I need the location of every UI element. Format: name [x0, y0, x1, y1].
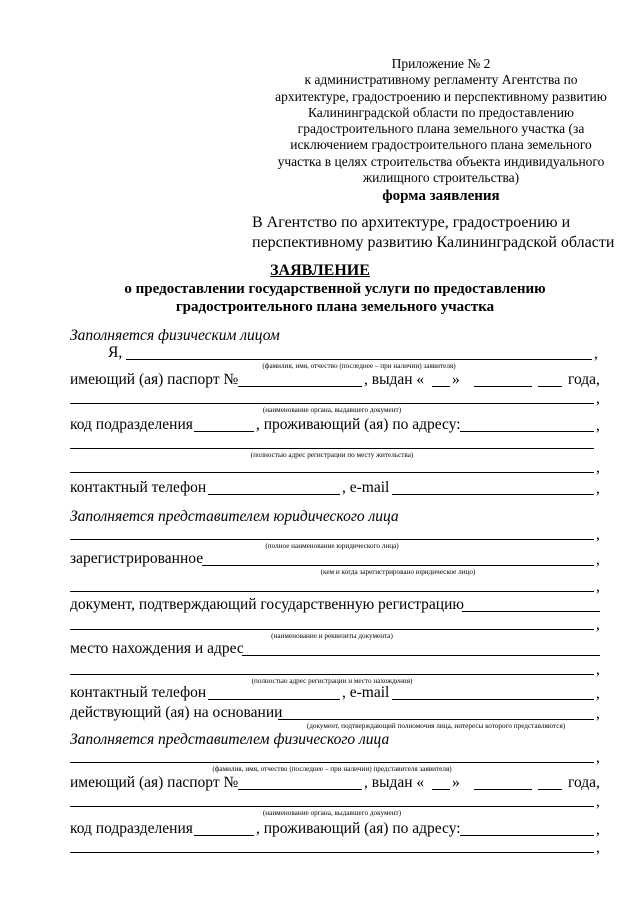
individual-section-heading: Заполняется физическим лицом [70, 327, 280, 344]
legal-phone-label: контактный телефон [70, 684, 207, 701]
division-code-field[interactable] [194, 431, 254, 432]
comma: , [596, 459, 600, 476]
comma: , [596, 685, 600, 702]
rep-issue-month-field[interactable] [474, 789, 532, 790]
registered-caption: (кем и когда зарегистрировано юридическое лицо) [320, 568, 476, 576]
registration-doc-label: документ, подтверждающий государственную регистрацию [70, 596, 464, 613]
address-field-line-3[interactable] [70, 472, 594, 473]
appendix-line: Калининградской области по предоставлению [307, 104, 575, 120]
phone-label: контактный телефон [70, 479, 207, 496]
document-subtitle-line-2: градостроительного плана земельного участка [175, 299, 495, 315]
rep-passport-issuer-field[interactable] [70, 806, 594, 807]
rep-residing-label: , проживающий (ая) по адресу: [256, 820, 461, 837]
legal-name-caption: (полное наименование юридического лица) [265, 542, 399, 550]
rep-address-field-line-2[interactable] [70, 852, 594, 853]
rep-passport-label: имеющий (ая) паспорт № [70, 774, 239, 791]
location-field[interactable] [242, 655, 600, 656]
addressee-line-2: перспективному развитию Калининградской области [252, 234, 615, 251]
acting-basis-label: действующий (ая) на основании [70, 704, 283, 721]
legal-email-field[interactable] [392, 699, 594, 700]
rep-issue-year-field[interactable] [538, 789, 562, 790]
comma: , [596, 578, 600, 595]
ya-label: Я, [108, 344, 123, 361]
passport-number-field[interactable] [238, 386, 362, 387]
issue-year-field[interactable] [538, 386, 562, 387]
legal-email-label: , e-mail [342, 684, 390, 701]
registered-label: зарегистрированное [70, 550, 204, 567]
rep-quote-close: » [452, 774, 460, 791]
acting-basis-field[interactable] [278, 719, 594, 720]
comma: , [596, 705, 600, 722]
fio-caption: (фамилия, имя, отчество (последнее – при наличии) заявителя) [262, 362, 456, 370]
comma: , [594, 345, 598, 362]
comma: , [596, 793, 600, 810]
division-code-label: код подразделения [70, 416, 193, 433]
address-field[interactable] [460, 431, 594, 432]
address-caption: (полностью адрес регистрации по месту жительства) [250, 451, 414, 459]
appendix-line: градостроительного плана земельного участка (за [297, 121, 585, 137]
appendix-block [268, 56, 614, 186]
legal-phone-field[interactable] [208, 699, 340, 700]
legal-name-field[interactable] [70, 539, 594, 540]
document-title: ЗАЯВЛЕНИЕ [270, 262, 370, 279]
form-label: форма заявления [382, 188, 500, 204]
comma: , [596, 551, 600, 568]
comma: , [596, 821, 600, 838]
rep-issued-label: , выдан « [364, 774, 425, 791]
issue-day-field[interactable] [432, 386, 450, 387]
rep-division-code-label: код подразделения [70, 820, 193, 837]
comma: , [596, 749, 600, 766]
address-field-line-2[interactable] [70, 448, 594, 449]
legal-section-heading: Заполняется представителем юридического лица [70, 508, 399, 525]
location-field-line-2[interactable] [70, 674, 594, 675]
rep-fio-field[interactable] [70, 762, 594, 763]
comma: , [596, 480, 600, 497]
comma: , [596, 661, 600, 678]
rep-year-label: года, [568, 774, 600, 791]
registration-doc-field-line-2[interactable] [70, 629, 594, 630]
applicant-fio-field[interactable] [126, 359, 592, 360]
registered-field[interactable] [202, 565, 594, 566]
issue-month-field[interactable] [474, 386, 532, 387]
comma: , [596, 390, 600, 407]
quote-close: » [452, 371, 460, 388]
acting-basis-caption: (документ, подтверждающий полномочия лица, интересы которого представляются) [306, 722, 566, 730]
comma: , [596, 616, 600, 633]
location-caption: (полностью адрес регистрации и место нахождения) [251, 677, 413, 685]
residing-label: , проживающий (ая) по адресу: [256, 416, 461, 433]
rep-fio-caption: (фамилия, имя, отчество (последнее – при наличии) представителя заявителя) [212, 765, 452, 773]
rep-division-code-field[interactable] [194, 835, 254, 836]
passport-label: имеющий (ая) паспорт № [70, 371, 239, 388]
comma: , [596, 417, 600, 434]
rep-section-heading: Заполняется представителем физического лица [70, 731, 390, 748]
appendix-line: жилищного строительства) [362, 170, 520, 186]
document-subtitle-line-1: о предоставлении государственной услуги по предоставлению [124, 281, 546, 297]
email-field[interactable] [392, 494, 594, 495]
appendix-line: исключением градостроительного плана земельного [290, 137, 592, 153]
rep-issuer-caption: (наименование органа, выдавшего документ) [262, 809, 402, 817]
year-label: года, [568, 371, 600, 388]
addressee-line-1: В Агентство по архитектуре, градостроению и [252, 214, 571, 231]
phone-field[interactable] [208, 494, 340, 495]
appendix-line: участка в целях строительства объекта индивидуального [277, 153, 605, 169]
appendix-line: Приложение № 2 [391, 56, 491, 71]
registered-field-line-2[interactable] [70, 591, 594, 592]
issuer-caption: (наименование органа, выдавшего документ) [262, 406, 402, 414]
comma: , [596, 526, 600, 543]
rep-passport-number-field[interactable] [238, 789, 362, 790]
rep-issue-day-field[interactable] [432, 789, 450, 790]
location-label: место нахождения и адрес [70, 640, 244, 657]
appendix-line: к административному регламенту Агентства по [304, 72, 578, 88]
passport-issuer-field[interactable] [70, 403, 594, 404]
email-label: , e-mail [342, 479, 390, 496]
registration-doc-caption: (наименование и реквизиты документа) [271, 632, 393, 640]
appendix-line: архитектуре, градостроению и перспективному развитию [275, 88, 607, 104]
issued-label: , выдан « [364, 371, 425, 388]
comma: , [596, 839, 600, 856]
rep-address-field[interactable] [460, 835, 594, 836]
registration-doc-field[interactable] [462, 611, 600, 612]
